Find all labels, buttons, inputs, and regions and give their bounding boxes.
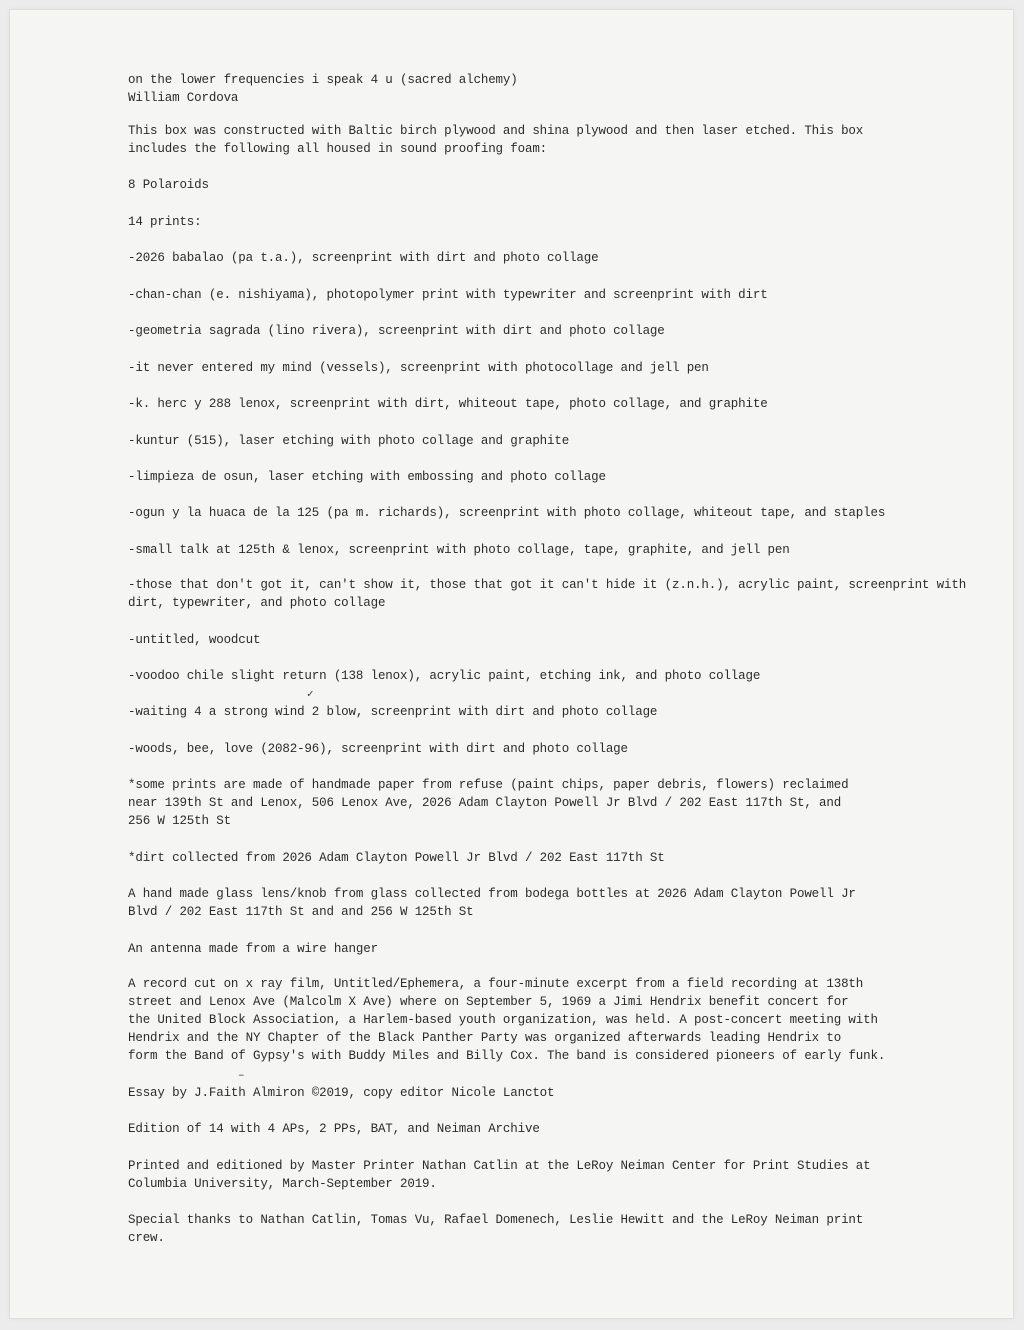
print-list-item: -untitled, woodcut: [128, 633, 261, 647]
text-line: This box was constructed with Baltic birch plywood and shina plywood and then laser etched. This box: [128, 124, 864, 138]
print-list-item: -waiting 4 a strong wind 2 blow, screenprint with dirt and photo collage: [128, 705, 658, 719]
print-list-item: -woods, bee, love (2082-96), screenprint with dirt and photo collage: [128, 742, 628, 756]
text-line: the United Block Association, a Harlem-based youth organization, was held. A post-concert meeting with: [128, 1013, 878, 1027]
print-list-item: -k. herc y 288 lenox, screenprint with dirt, whiteout tape, photo collage, and graphite: [128, 397, 768, 411]
footnote-line: 256 W 125th St: [128, 814, 231, 828]
print-list-item: -ogun y la huaca de la 125 (pa m. richards), screenprint with photo collage, whiteout tape, and staples: [128, 506, 886, 520]
thanks-line: Special thanks to Nathan Catlin, Tomas Vu, Rafael Domenech, Leslie Hewitt and the LeRoy Neiman print: [128, 1213, 864, 1227]
print-list-item: -those that don't got it, can't show it, those that got it can't hide it (z.n.h.), acrylic paint, screenprint with: [128, 578, 967, 592]
footnote-line: near 139th St and Lenox, 506 Lenox Ave, 2026 Adam Clayton Powell Jr Blvd / 202 East 117th St, and: [128, 796, 842, 810]
print-list-item: -geometria sagrada (lino rivera), screenprint with dirt and photo collage: [128, 324, 665, 338]
text-line: Blvd / 202 East 117th St and and 256 W 125th St: [128, 905, 474, 919]
text-line: street and Lenox Ave (Malcolm X Ave) where on September 5, 1969 a Jimi Hendrix benefit concert for: [128, 995, 849, 1009]
edition-info: Edition of 14 with 4 APs, 2 PPs, BAT, and Neiman Archive: [128, 1122, 540, 1136]
text-line: Hendrix and the NY Chapter of the Black Panther Party was organized afterwards leading Hendrix to: [128, 1031, 842, 1045]
print-list-item: -it never entered my mind (vessels), screenprint with photocollage and jell pen: [128, 361, 709, 375]
print-list-item: -kuntur (515), laser etching with photo collage and graphite: [128, 434, 570, 448]
footnote-line: *dirt collected from 2026 Adam Clayton Powell Jr Blvd / 202 East 117th St: [128, 851, 665, 865]
text-line: A record cut on x ray film, Untitled/Ephemera, a four-minute excerpt from a field recording at 138th: [128, 977, 864, 991]
text-line: includes the following all housed in sound proofing foam:: [128, 142, 548, 156]
print-list-item: -2026 babalao (pa t.a.), screenprint with dirt and photo collage: [128, 251, 599, 265]
text-line: An antenna made from a wire hanger: [128, 942, 378, 956]
text-line: 14 prints:: [128, 215, 202, 229]
artist-name: William Cordova: [128, 91, 239, 105]
print-list-item: -small talk at 125th & lenox, screenprint with photo collage, tape, graphite, and jell pen: [128, 543, 790, 557]
print-list-item: -limpieza de osun, laser etching with embossing and photo collage: [128, 470, 606, 484]
text-line: form the Band of Gypsy's with Buddy Miles and Billy Cox. The band is considered pioneers of early funk.: [128, 1049, 886, 1063]
printer-credit: Columbia University, March-September 2019.: [128, 1177, 437, 1191]
essay-credit: Essay by J.Faith Almiron ©2019, copy editor Nicole Lanctot: [128, 1086, 555, 1100]
print-list-item: dirt, typewriter, and photo collage: [128, 596, 386, 610]
print-list-item: -voodoo chile slight return (138 lenox), acrylic paint, etching ink, and photo collage: [128, 669, 761, 683]
thanks-line: crew.: [128, 1231, 165, 1245]
printer-credit: Printed and editioned by Master Printer Nathan Catlin at the LeRoy Neiman Center for Print Studies at: [128, 1159, 871, 1173]
print-list-item: -chan-chan (e. nishiyama), photopolymer print with typewriter and screenprint with dirt: [128, 288, 768, 302]
text-line: 8 Polaroids: [128, 178, 209, 192]
pen-check-mark: ✓: [307, 689, 314, 701]
footnote-line: *some prints are made of handmade paper from refuse (paint chips, paper debris, flowers) reclaimed: [128, 778, 849, 792]
pen-dash-mark: –: [238, 1070, 245, 1082]
paper-sheet: [10, 10, 1013, 1318]
text-line: A hand made glass lens/knob from glass collected from bodega bottles at 2026 Adam Clayton Powell Jr: [128, 887, 856, 901]
document-title: on the lower frequencies i speak 4 u (sacred alchemy): [128, 73, 518, 87]
